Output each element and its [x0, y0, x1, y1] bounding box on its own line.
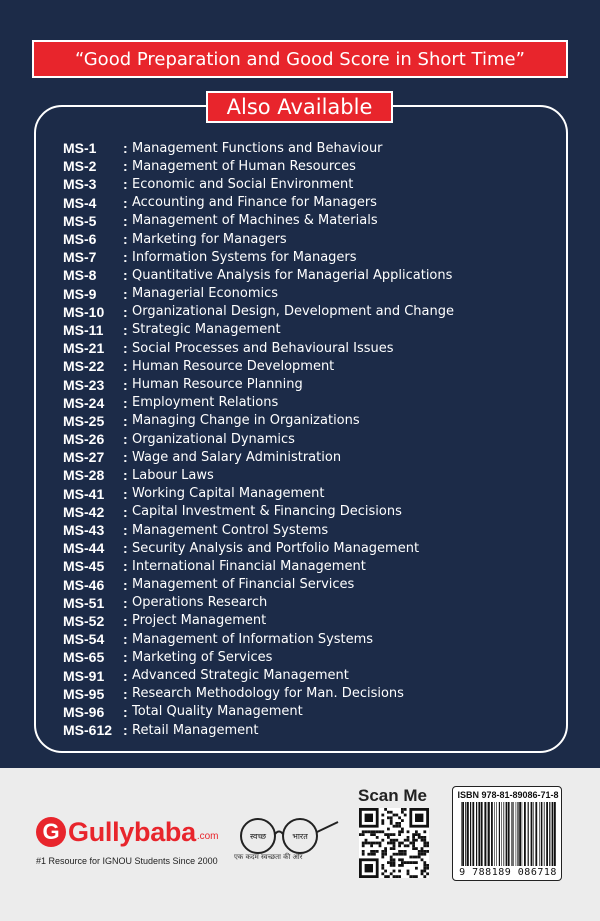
course-separator: : — [123, 576, 128, 593]
course-name: Information Systems for Managers — [132, 249, 357, 265]
course-name: Managerial Economics — [132, 286, 279, 302]
tagline-banner — [32, 40, 568, 78]
course-row — [63, 503, 563, 521]
course-name: Strategic Management — [132, 322, 281, 338]
course-row — [63, 157, 563, 175]
course-row — [63, 412, 563, 430]
course-code: MS-11 — [63, 321, 104, 338]
course-separator: : — [123, 503, 128, 520]
course-row — [63, 521, 563, 539]
section-title — [206, 91, 393, 123]
course-separator: : — [123, 522, 128, 539]
course-separator: : — [123, 612, 128, 629]
course-name: Accounting and Finance for Managers — [132, 195, 377, 211]
course-row — [63, 230, 563, 248]
course-name: Working Capital Management — [132, 486, 325, 502]
swachh-caption: एक कदम स्वच्छता की ओर — [234, 853, 303, 861]
course-name: International Financial Management — [132, 558, 366, 574]
course-name: Management of Information Systems — [132, 631, 374, 647]
course-code: MS-25 — [63, 412, 105, 429]
swachh-left-text: स्वच्छ — [249, 832, 267, 841]
course-code: MS-54 — [63, 631, 105, 648]
course-name: Social Processes and Behavioural Issues — [132, 340, 394, 356]
course-code: MS-7 — [63, 249, 97, 266]
course-separator: : — [123, 667, 128, 684]
course-separator: : — [123, 649, 128, 666]
course-separator: : — [123, 376, 128, 393]
course-separator: : — [123, 267, 128, 284]
course-code: MS-44 — [63, 540, 105, 557]
course-row — [63, 466, 563, 484]
course-code: MS-612 — [63, 722, 113, 739]
course-code: MS-24 — [63, 394, 105, 411]
course-code: MS-52 — [63, 612, 105, 629]
course-separator: : — [123, 449, 128, 466]
course-code: MS-43 — [63, 522, 105, 539]
course-name: Advanced Strategic Management — [132, 668, 349, 684]
qr-code[interactable] — [359, 808, 429, 878]
logo-suffix: .com — [196, 830, 219, 842]
course-code: MS-4 — [63, 194, 97, 211]
course-separator: : — [123, 558, 128, 575]
course-code: MS-51 — [63, 594, 105, 611]
course-name: Quantitative Analysis for Managerial Applications — [132, 267, 453, 283]
course-separator: : — [123, 431, 128, 448]
course-name: Retail Management — [132, 722, 259, 738]
course-separator: : — [123, 540, 128, 557]
course-row — [63, 685, 563, 703]
course-row — [63, 648, 563, 666]
course-separator: : — [123, 176, 128, 193]
footer — [0, 768, 600, 921]
course-name: Management Functions and Behaviour — [132, 140, 383, 156]
course-separator: : — [123, 485, 128, 502]
course-separator: : — [123, 140, 128, 157]
course-separator: : — [123, 212, 128, 229]
course-separator: : — [123, 303, 128, 320]
isbn-text: ISBN 978-81-89086-71-8 — [457, 790, 559, 800]
course-row — [63, 339, 563, 357]
course-separator: : — [123, 703, 128, 720]
course-row — [63, 594, 563, 612]
course-name: Wage and Salary Administration — [132, 449, 342, 465]
course-code: MS-8 — [63, 267, 97, 284]
course-list — [63, 139, 563, 739]
course-name: Management of Financial Services — [132, 577, 355, 593]
course-separator: : — [123, 594, 128, 611]
course-name: Capital Investment & Financing Decisions — [132, 504, 402, 520]
course-row — [63, 630, 563, 648]
course-code: MS-3 — [63, 176, 97, 193]
course-name: Research Methodology for Man. Decisions — [132, 686, 404, 702]
barcode-number: 9 788189 086718 — [459, 867, 557, 878]
course-code: MS-45 — [63, 558, 105, 575]
course-separator: : — [123, 340, 128, 357]
isbn-barcode — [452, 786, 562, 881]
course-row — [63, 194, 563, 212]
course-name: Marketing of Services — [132, 649, 273, 665]
course-code: MS-21 — [63, 340, 105, 357]
gullybaba-logo — [36, 813, 219, 851]
course-row — [63, 139, 563, 157]
course-row — [63, 576, 563, 594]
course-name: Organizational Design, Development and Change — [132, 304, 454, 320]
logo-text: Gullybaba — [68, 816, 196, 847]
course-name: Economic and Social Environment — [132, 176, 354, 192]
course-separator: : — [123, 722, 128, 739]
course-name: Total Quality Management — [132, 704, 303, 720]
course-name: Human Resource Development — [132, 358, 335, 374]
logo-badge — [36, 817, 66, 847]
course-name: Security Analysis and Portfolio Management — [132, 540, 420, 556]
course-row — [63, 175, 563, 193]
course-name: Human Resource Planning — [132, 377, 303, 393]
course-separator: : — [123, 194, 128, 211]
course-code: MS-96 — [63, 703, 105, 720]
course-separator: : — [123, 321, 128, 338]
course-row — [63, 394, 563, 412]
course-name: Marketing for Managers — [132, 231, 287, 247]
course-separator: : — [123, 394, 128, 411]
course-code: MS-22 — [63, 358, 105, 375]
course-name: Project Management — [132, 613, 267, 629]
course-code: MS-28 — [63, 467, 105, 484]
course-name: Operations Research — [132, 595, 268, 611]
course-code: MS-23 — [63, 376, 105, 393]
course-name: Management of Machines & Materials — [132, 213, 378, 229]
course-code: MS-91 — [63, 667, 105, 684]
course-row — [63, 721, 563, 739]
course-code: MS-42 — [63, 503, 105, 520]
course-row — [63, 212, 563, 230]
course-code: MS-9 — [63, 285, 97, 302]
course-code: MS-1 — [63, 140, 97, 157]
course-code: MS-65 — [63, 649, 105, 666]
course-code: MS-10 — [63, 303, 105, 320]
course-name: Managing Change in Organizations — [132, 413, 360, 429]
course-code: MS-41 — [63, 485, 105, 502]
course-row — [63, 357, 563, 375]
course-separator: : — [123, 685, 128, 702]
course-code: MS-27 — [63, 449, 105, 466]
course-row — [63, 430, 563, 448]
course-row — [63, 285, 563, 303]
course-row — [63, 485, 563, 503]
course-code: MS-46 — [63, 576, 105, 593]
course-name: Management Control Systems — [132, 522, 329, 538]
course-name: Employment Relations — [132, 395, 279, 411]
course-separator: : — [123, 631, 128, 648]
course-separator: : — [123, 358, 128, 375]
barcode-icon — [459, 802, 557, 866]
course-row — [63, 539, 563, 557]
section-title-text: Also Available — [226, 95, 373, 119]
course-row — [63, 448, 563, 466]
course-separator: : — [123, 467, 128, 484]
course-separator: : — [123, 231, 128, 248]
course-separator: : — [123, 249, 128, 266]
course-separator: : — [123, 158, 128, 175]
publisher-tagline: #1 Resource for IGNOU Students Since 2000 — [36, 856, 218, 866]
logo-letter: G — [42, 819, 60, 844]
tagline-banner-text: “Good Preparation and Good Score in Short Time” — [75, 48, 525, 70]
course-row — [63, 557, 563, 575]
course-row — [63, 612, 563, 630]
scan-me-label: Scan Me — [358, 786, 427, 805]
course-code: MS-5 — [63, 212, 97, 229]
course-code: MS-2 — [63, 158, 97, 175]
course-row — [63, 321, 563, 339]
course-row — [63, 375, 563, 393]
course-row — [63, 248, 563, 266]
course-row — [63, 703, 563, 721]
course-row — [63, 666, 563, 684]
course-row — [63, 266, 563, 284]
course-code: MS-95 — [63, 685, 105, 702]
course-name: Management of Human Resources — [132, 158, 356, 174]
course-name: Labour Laws — [132, 467, 214, 483]
course-name: Organizational Dynamics — [132, 431, 295, 447]
course-code: MS-6 — [63, 231, 97, 248]
course-code: MS-26 — [63, 431, 105, 448]
course-separator: : — [123, 412, 128, 429]
swachh-right-text: भारत — [292, 832, 308, 841]
course-separator: : — [123, 285, 128, 302]
course-row — [63, 303, 563, 321]
